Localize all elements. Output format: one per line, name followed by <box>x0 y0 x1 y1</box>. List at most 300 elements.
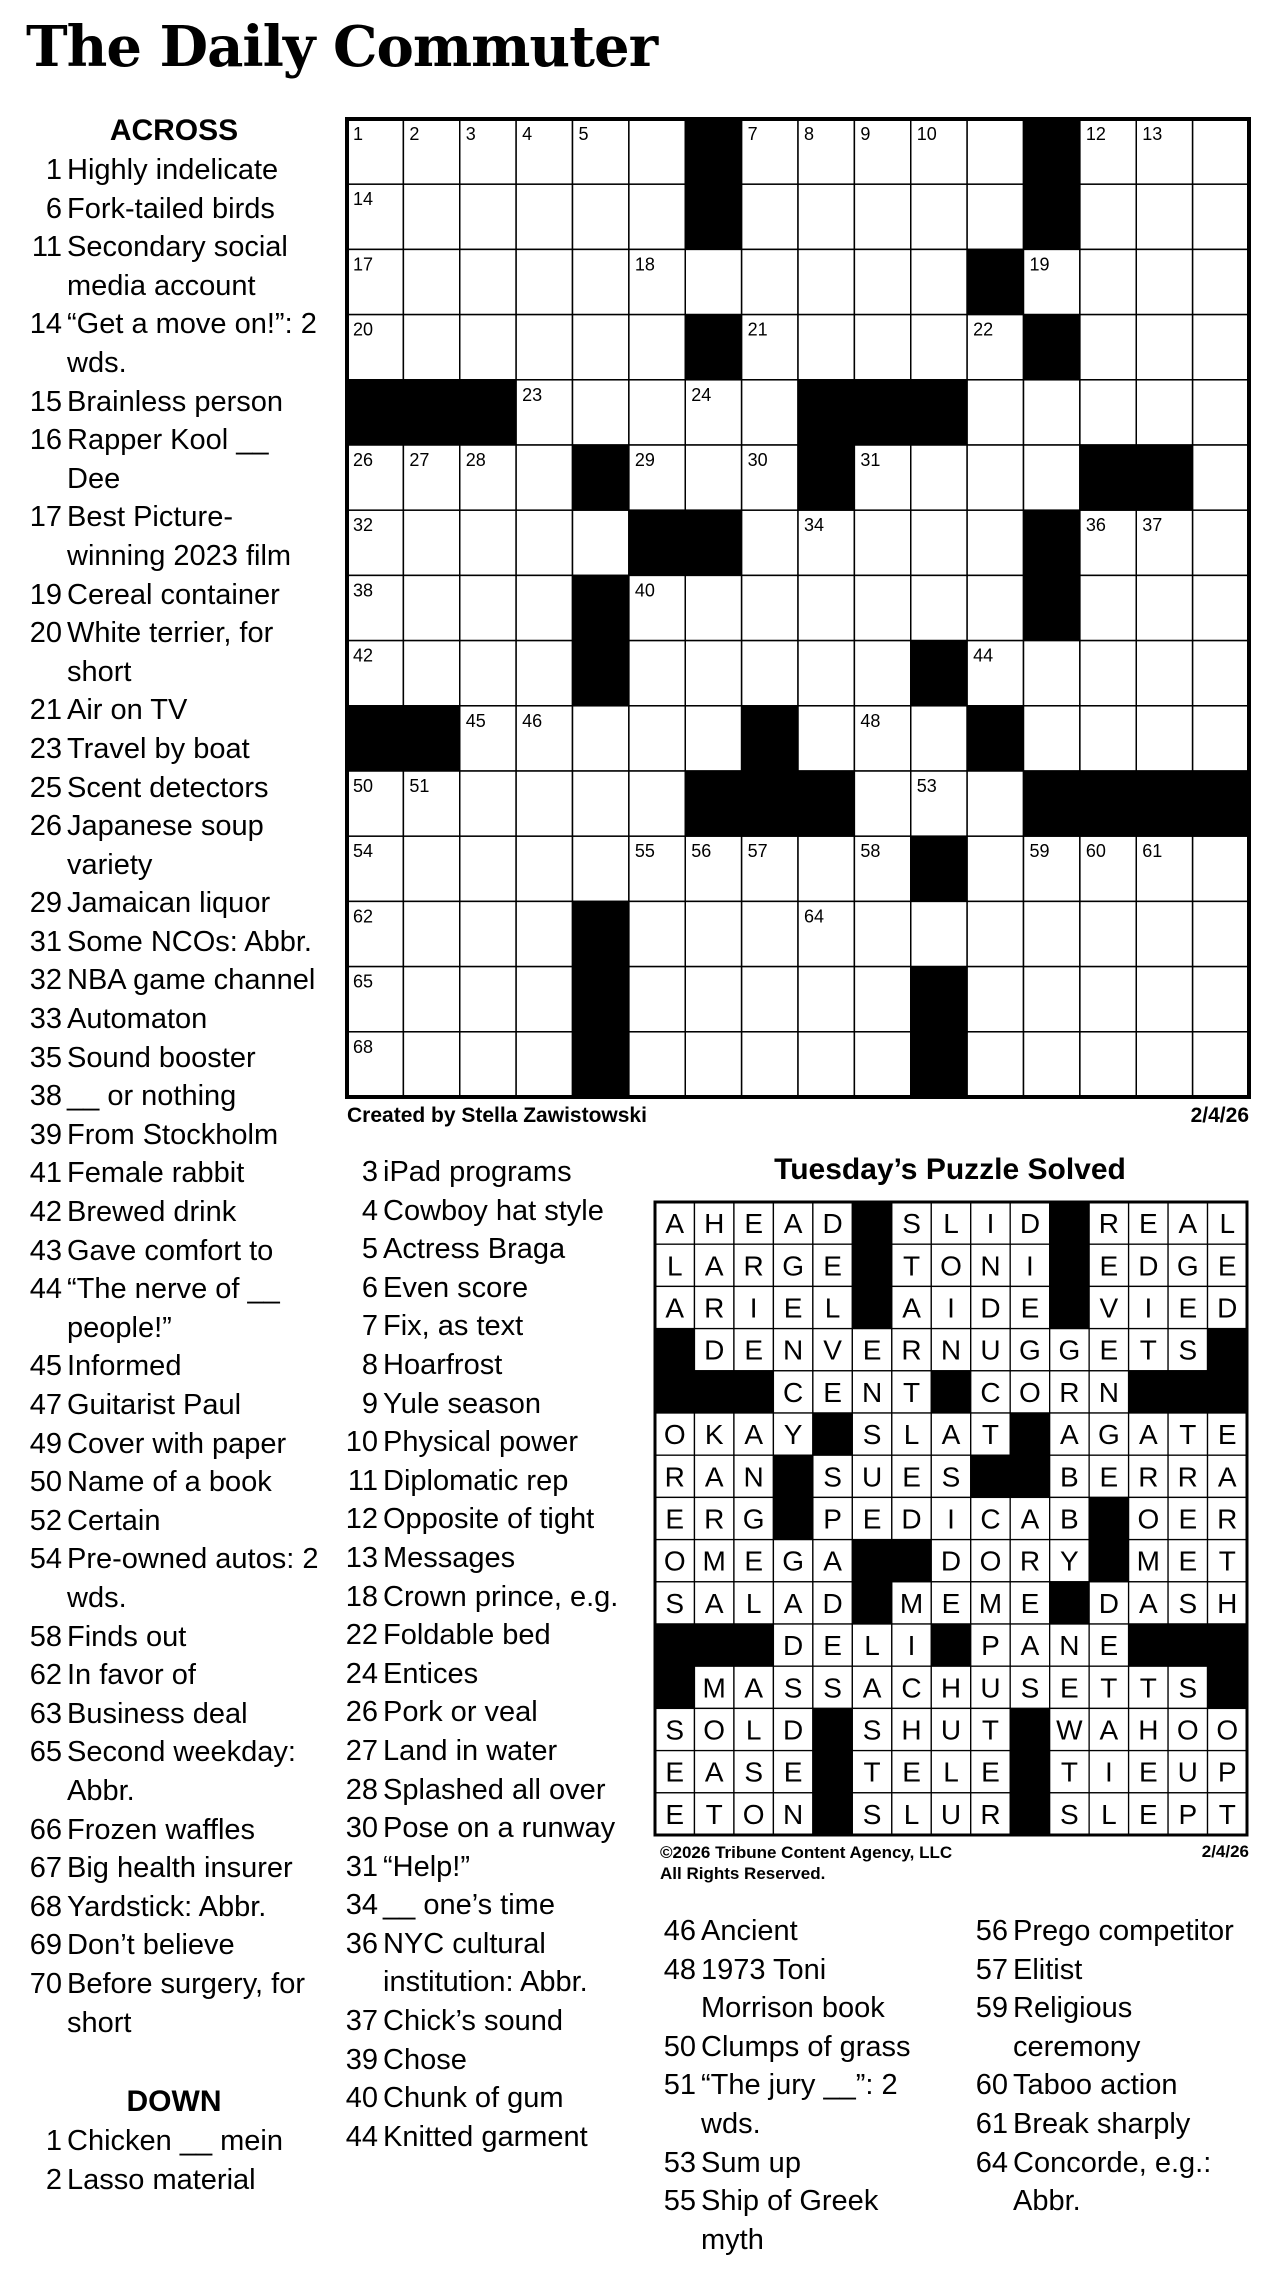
answer-cell[interactable] <box>629 901 685 966</box>
answer-cell[interactable] <box>854 901 910 966</box>
solved-black-square <box>1010 1413 1049 1455</box>
solved-letter: E <box>783 1756 803 1788</box>
black-square <box>573 1032 629 1097</box>
answer-cell[interactable] <box>460 315 516 380</box>
solved-letter: E <box>1138 1208 1158 1240</box>
answer-cell[interactable] <box>460 967 516 1032</box>
cell-number: 28 <box>465 450 486 470</box>
solved-letter: S <box>783 1672 803 1704</box>
answer-cell[interactable] <box>516 575 572 640</box>
clue-across-42 <box>24 1193 324 1232</box>
clue-number: 18 <box>345 1580 378 1613</box>
answer-cell[interactable] <box>1024 380 1080 445</box>
answer-cell[interactable] <box>629 315 685 380</box>
clue-across-69 <box>24 1926 324 1965</box>
answer-cell[interactable] <box>742 184 798 249</box>
answer-cell[interactable] <box>911 249 967 314</box>
answer-cell[interactable] <box>967 836 1023 901</box>
solved-letter: N <box>1098 1376 1119 1408</box>
clue-text: Knitted garment <box>383 2120 588 2153</box>
solved-grid <box>653 1200 1249 1837</box>
solved-letter: M <box>978 1587 1003 1619</box>
solved-letter: E <box>1138 1756 1158 1788</box>
black-square <box>685 315 741 380</box>
answer-cell[interactable] <box>1193 249 1249 314</box>
answer-cell[interactable] <box>685 967 741 1032</box>
answer-cell[interactable] <box>911 184 967 249</box>
answer-cell[interactable] <box>516 249 572 314</box>
answer-cell[interactable] <box>460 771 516 836</box>
clue-across-11 <box>24 228 324 305</box>
solved-letter: A <box>1020 1630 1040 1662</box>
answer-cell[interactable] <box>1193 706 1249 771</box>
cell-number: 58 <box>860 841 881 862</box>
answer-cell[interactable] <box>1080 706 1136 771</box>
clue-text: Opposite of tight <box>383 1503 595 1536</box>
answer-cell[interactable] <box>629 706 685 771</box>
clue-across-58 <box>24 1618 324 1657</box>
clue-text: Fork-tailed birds <box>67 192 275 225</box>
clue-text: Splashed all over <box>383 1773 606 1806</box>
answer-cell[interactable] <box>967 967 1023 1032</box>
answer-cell[interactable] <box>685 575 741 640</box>
answer-cell[interactable] <box>403 967 459 1032</box>
cell-number: 18 <box>634 254 655 275</box>
answer-cell[interactable] <box>1136 575 1192 640</box>
black-square <box>798 771 854 836</box>
answer-cell[interactable] <box>742 901 798 966</box>
answer-cell[interactable] <box>573 510 629 575</box>
answer-cell[interactable] <box>573 315 629 380</box>
solved-letter: U <box>980 1334 1001 1366</box>
answer-cell[interactable] <box>460 184 516 249</box>
answer-cell[interactable] <box>1193 445 1249 510</box>
copyright-line-2: All Rights Reserved. <box>660 1864 826 1883</box>
clue-across-26 <box>24 807 324 884</box>
answer-cell[interactable] <box>1136 315 1192 380</box>
solved-letter: O <box>1137 1503 1160 1535</box>
answer-cell[interactable] <box>573 184 629 249</box>
solved-letter: T <box>705 1798 723 1830</box>
answer-cell[interactable] <box>1080 184 1136 249</box>
answer-cell[interactable] <box>685 1032 741 1097</box>
answer-cell[interactable] <box>967 184 1023 249</box>
answer-cell[interactable] <box>742 1032 798 1097</box>
answer-cell[interactable] <box>1080 575 1136 640</box>
clue-text: Finds out <box>67 1620 187 1653</box>
answer-cell[interactable] <box>911 445 967 510</box>
black-square <box>347 706 403 771</box>
answer-cell[interactable] <box>911 901 967 966</box>
answer-cell[interactable] <box>460 249 516 314</box>
answer-cell[interactable] <box>967 510 1023 575</box>
clue-text: Foldable bed <box>383 1619 551 1652</box>
answer-cell[interactable] <box>1193 510 1249 575</box>
solved-letter: D <box>783 1714 804 1746</box>
solved-letter: Y <box>1060 1545 1079 1577</box>
solved-black-square <box>773 1455 812 1497</box>
answer-cell[interactable] <box>1136 706 1192 771</box>
black-square <box>911 641 967 706</box>
answer-cell[interactable] <box>629 1032 685 1097</box>
answer-cell[interactable] <box>854 771 910 836</box>
answer-cell[interactable] <box>403 575 459 640</box>
black-square <box>742 771 798 836</box>
answer-cell[interactable] <box>629 119 685 184</box>
across-heading: ACROSS <box>109 114 239 147</box>
answer-cell[interactable] <box>629 184 685 249</box>
clue-text: Rapper Kool __ Dee <box>67 424 269 495</box>
cell-number: 4 <box>522 124 533 144</box>
solved-black-square <box>852 1244 891 1286</box>
clue-column-4 <box>962 1912 1262 2221</box>
solved-letter: S <box>1178 1672 1198 1704</box>
down-clue-list-1 <box>24 2122 324 2199</box>
clue-text: __ one’s time <box>383 1889 555 1922</box>
solved-letter: A <box>704 1461 724 1493</box>
across-clue-list <box>24 151 324 2042</box>
clue-across-43 <box>24 1232 324 1271</box>
answer-cell[interactable] <box>967 380 1023 445</box>
solved-black-square <box>1089 1540 1128 1582</box>
solved-letter: I <box>947 1292 955 1324</box>
clue-number: 39 <box>345 2043 378 2076</box>
solved-letter: O <box>703 1714 726 1746</box>
answer-cell[interactable] <box>1193 119 1249 184</box>
answer-cell[interactable] <box>967 1032 1023 1097</box>
answer-cell[interactable] <box>403 184 459 249</box>
clue-number: 30 <box>345 1812 378 1845</box>
answer-cell[interactable] <box>1024 901 1080 966</box>
answer-cell[interactable] <box>629 967 685 1032</box>
answer-cell[interactable] <box>403 641 459 706</box>
answer-cell[interactable] <box>403 249 459 314</box>
solved-black-square <box>1050 1202 1089 1244</box>
clue-across-1 <box>24 151 324 190</box>
answer-cell[interactable] <box>516 771 572 836</box>
clue-number: 13 <box>345 1541 378 1574</box>
solved-letter: G <box>1019 1334 1041 1366</box>
answer-cell[interactable] <box>1080 380 1136 445</box>
answer-cell[interactable] <box>967 771 1023 836</box>
answer-cell[interactable] <box>798 249 854 314</box>
answer-cell[interactable] <box>1136 380 1192 445</box>
answer-cell[interactable] <box>460 836 516 901</box>
clue-text: Pork or veal <box>383 1696 538 1729</box>
answer-cell[interactable] <box>798 1032 854 1097</box>
clue-number: 28 <box>345 1773 378 1806</box>
answer-cell[interactable] <box>798 836 854 901</box>
answer-cell[interactable] <box>798 575 854 640</box>
answer-cell[interactable] <box>854 1032 910 1097</box>
cell-number: 62 <box>353 906 374 927</box>
answer-cell[interactable] <box>460 575 516 640</box>
solved-black-square <box>971 1455 1010 1497</box>
answer-cell[interactable] <box>460 641 516 706</box>
clue-down-col2-26 <box>340 1693 630 1732</box>
answer-cell[interactable] <box>1080 249 1136 314</box>
answer-cell[interactable] <box>1193 184 1249 249</box>
answer-cell[interactable] <box>460 901 516 966</box>
solved-letter: A <box>1099 1714 1119 1746</box>
answer-cell[interactable] <box>1136 184 1192 249</box>
answer-cell[interactable] <box>798 641 854 706</box>
answer-cell[interactable] <box>573 836 629 901</box>
answer-cell[interactable] <box>742 510 798 575</box>
answer-cell[interactable] <box>911 315 967 380</box>
answer-cell[interactable] <box>1193 575 1249 640</box>
solved-black-square <box>694 1371 733 1413</box>
solved-black-square <box>734 1371 773 1413</box>
answer-cell[interactable] <box>1136 901 1192 966</box>
answer-cell[interactable] <box>854 575 910 640</box>
answer-cell[interactable] <box>742 249 798 314</box>
solved-letter: H <box>901 1714 922 1746</box>
black-square <box>685 184 741 249</box>
answer-cell[interactable] <box>1024 445 1080 510</box>
answer-cell[interactable] <box>742 575 798 640</box>
answer-cell[interactable] <box>798 706 854 771</box>
answer-cell[interactable] <box>967 445 1023 510</box>
solved-letter: S <box>1178 1334 1198 1366</box>
solved-letter: I <box>907 1630 916 1662</box>
answer-cell[interactable] <box>967 901 1023 966</box>
solved-letter: A <box>744 1672 764 1704</box>
clue-number: 35 <box>29 1041 62 1074</box>
answer-cell[interactable] <box>911 575 967 640</box>
solved-letter: A <box>704 1250 724 1282</box>
answer-cell[interactable] <box>460 1032 516 1097</box>
solved-letter: T <box>863 1756 881 1788</box>
clue-number: 11 <box>347 1464 378 1497</box>
clue-across-44 <box>24 1270 324 1347</box>
clue-text: “The jury __”: 2 wds. <box>701 2069 898 2140</box>
answer-cell[interactable] <box>798 184 854 249</box>
answer-cell[interactable] <box>573 706 629 771</box>
solved-letter: D <box>1019 1208 1041 1240</box>
solved-letter: E <box>665 1798 685 1830</box>
solved-letter: A <box>704 1587 724 1619</box>
clue-text: Crown prince, e.g. <box>383 1580 619 1613</box>
answer-cell[interactable] <box>742 380 798 445</box>
answer-cell[interactable] <box>403 836 459 901</box>
answer-cell[interactable] <box>1080 1032 1136 1097</box>
clue-number: 42 <box>29 1196 62 1229</box>
answer-cell[interactable] <box>685 445 741 510</box>
clue-across-16 <box>24 421 324 498</box>
solved-letter: T <box>1060 1756 1078 1788</box>
answer-cell[interactable] <box>1080 315 1136 380</box>
answer-cell[interactable] <box>1193 901 1249 966</box>
answer-cell[interactable] <box>1024 641 1080 706</box>
solved-letter: U <box>940 1714 962 1746</box>
clue-down-col2-11 <box>340 1462 630 1501</box>
solved-letter: S <box>862 1714 882 1746</box>
clue-number: 40 <box>345 2082 378 2115</box>
cell-number: 8 <box>804 124 815 144</box>
answer-cell[interactable] <box>1136 249 1192 314</box>
clue-text: Travel by boat <box>67 732 250 765</box>
answer-cell[interactable] <box>516 315 572 380</box>
solved-letter: E <box>1178 1292 1198 1324</box>
answer-cell[interactable] <box>516 967 572 1032</box>
answer-cell[interactable] <box>629 641 685 706</box>
answer-cell[interactable] <box>516 510 572 575</box>
answer-cell[interactable] <box>742 967 798 1032</box>
clue-down-col2-5 <box>340 1230 630 1269</box>
black-square <box>629 510 685 575</box>
clue-number: 59 <box>975 1992 1008 2025</box>
solved-black-square <box>892 1540 931 1582</box>
clue-down-col2-7 <box>340 1307 630 1346</box>
solved-letter: L <box>1219 1208 1236 1240</box>
answer-cell[interactable] <box>403 901 459 966</box>
clue-number: 63 <box>29 1697 62 1730</box>
solved-letter: I <box>1104 1756 1113 1788</box>
cell-number: 53 <box>916 776 937 796</box>
solved-letter: A <box>1217 1461 1237 1493</box>
clue-number: 3 <box>361 1156 378 1188</box>
clue-text: Best Picture-winning 2023 film <box>67 501 292 572</box>
answer-cell[interactable] <box>460 510 516 575</box>
solved-letter: R <box>1138 1461 1159 1493</box>
clue-text: Pose on a runway <box>383 1812 616 1845</box>
clue-down-col4-60 <box>962 2066 1262 2105</box>
solved-letter: M <box>702 1545 726 1577</box>
answer-cell[interactable] <box>629 771 685 836</box>
cell-number: 51 <box>409 776 430 796</box>
answer-cell[interactable] <box>1193 380 1249 445</box>
black-square <box>573 967 629 1032</box>
clue-text: Highly indelicate <box>67 154 279 186</box>
clue-number: 16 <box>29 424 62 457</box>
clue-number: 46 <box>663 1915 696 1947</box>
clue-number: 10 <box>345 1426 378 1459</box>
solved-letter: M <box>899 1587 924 1619</box>
clue-across-19 <box>24 576 324 615</box>
answer-cell[interactable] <box>854 967 910 1032</box>
clue-text: Air on TV <box>67 694 188 727</box>
clue-text: “Help!” <box>383 1850 471 1883</box>
clue-number: 23 <box>29 732 62 765</box>
solved-letter: R <box>1019 1545 1041 1577</box>
clue-number: 66 <box>29 1813 62 1846</box>
clue-down-col2-18 <box>340 1578 630 1617</box>
answer-cell[interactable] <box>1080 901 1136 966</box>
solved-letter: P <box>823 1503 842 1535</box>
answer-cell[interactable] <box>742 641 798 706</box>
answer-cell[interactable] <box>854 315 910 380</box>
answer-cell[interactable] <box>1136 1032 1192 1097</box>
answer-cell[interactable] <box>1193 1032 1249 1097</box>
clue-text: Diplomatic rep <box>383 1464 569 1497</box>
answer-cell[interactable] <box>1080 967 1136 1032</box>
answer-cell[interactable] <box>685 641 741 706</box>
solved-letter: E <box>823 1630 842 1662</box>
answer-cell[interactable] <box>1193 315 1249 380</box>
solved-letter: U <box>940 1798 962 1830</box>
answer-cell[interactable] <box>854 510 910 575</box>
clue-number: 31 <box>345 1850 378 1883</box>
answer-cell[interactable] <box>685 249 741 314</box>
answer-cell[interactable] <box>573 771 629 836</box>
answer-cell[interactable] <box>1193 641 1249 706</box>
answer-cell[interactable] <box>516 1032 572 1097</box>
clue-column-2 <box>340 1153 630 2156</box>
answer-cell[interactable] <box>1193 836 1249 901</box>
answer-cell[interactable] <box>1024 1032 1080 1097</box>
puzzle-credit: Created by Stella Zawistowski <box>347 1104 647 1127</box>
solved-letter: I <box>947 1503 955 1535</box>
solved-letter: E <box>1178 1503 1198 1535</box>
clue-number: 45 <box>29 1350 62 1383</box>
down-clue-list-2 <box>340 1153 630 2156</box>
clue-text: Yardstick: Abbr. <box>67 1890 267 1923</box>
cell-number: 20 <box>353 319 374 340</box>
solved-letter: R <box>1098 1208 1119 1240</box>
cell-number: 54 <box>353 841 374 862</box>
clue-down-col4-64 <box>962 2144 1262 2221</box>
answer-cell[interactable] <box>1024 706 1080 771</box>
answer-cell[interactable] <box>403 1032 459 1097</box>
solved-letter: U <box>1177 1756 1198 1788</box>
answer-cell[interactable] <box>911 510 967 575</box>
solved-letter: N <box>861 1376 883 1408</box>
clue-down-col1-1 <box>24 2122 324 2161</box>
solved-letter: S <box>1178 1587 1198 1619</box>
answer-cell[interactable] <box>854 641 910 706</box>
answer-cell[interactable] <box>854 184 910 249</box>
black-square <box>573 445 629 510</box>
black-square <box>573 575 629 640</box>
answer-cell[interactable] <box>1024 967 1080 1032</box>
clue-number: 33 <box>29 1003 62 1036</box>
answer-cell[interactable] <box>798 967 854 1032</box>
answer-cell[interactable] <box>967 119 1023 184</box>
answer-cell[interactable] <box>516 836 572 901</box>
answer-cell[interactable] <box>1193 967 1249 1032</box>
answer-cell[interactable] <box>403 315 459 380</box>
solved-letter: O <box>663 1545 686 1577</box>
answer-cell[interactable] <box>685 901 741 966</box>
answer-cell[interactable] <box>516 641 572 706</box>
answer-cell[interactable] <box>516 901 572 966</box>
clue-text: Automaton <box>67 1003 208 1036</box>
solved-letter: V <box>1099 1292 1119 1324</box>
solved-letter: W <box>1056 1714 1083 1746</box>
solved-letter: A <box>1020 1503 1040 1535</box>
answer-cell[interactable] <box>516 445 572 510</box>
answer-cell[interactable] <box>1080 641 1136 706</box>
crossword-grid <box>345 117 1251 1099</box>
answer-cell[interactable] <box>1136 967 1192 1032</box>
solved-letter: T <box>981 1714 1000 1746</box>
answer-cell[interactable] <box>911 706 967 771</box>
answer-cell[interactable] <box>516 184 572 249</box>
answer-cell[interactable] <box>573 380 629 445</box>
answer-cell[interactable] <box>403 510 459 575</box>
answer-cell[interactable] <box>854 249 910 314</box>
answer-cell[interactable] <box>967 575 1023 640</box>
answer-cell[interactable] <box>629 380 685 445</box>
answer-cell[interactable] <box>685 706 741 771</box>
solved-black-square <box>1050 1582 1089 1624</box>
answer-cell[interactable] <box>573 249 629 314</box>
clue-number: 47 <box>29 1389 62 1421</box>
answer-cell[interactable] <box>1136 641 1192 706</box>
answer-cell[interactable] <box>798 315 854 380</box>
solved-letter: U <box>980 1672 1001 1704</box>
